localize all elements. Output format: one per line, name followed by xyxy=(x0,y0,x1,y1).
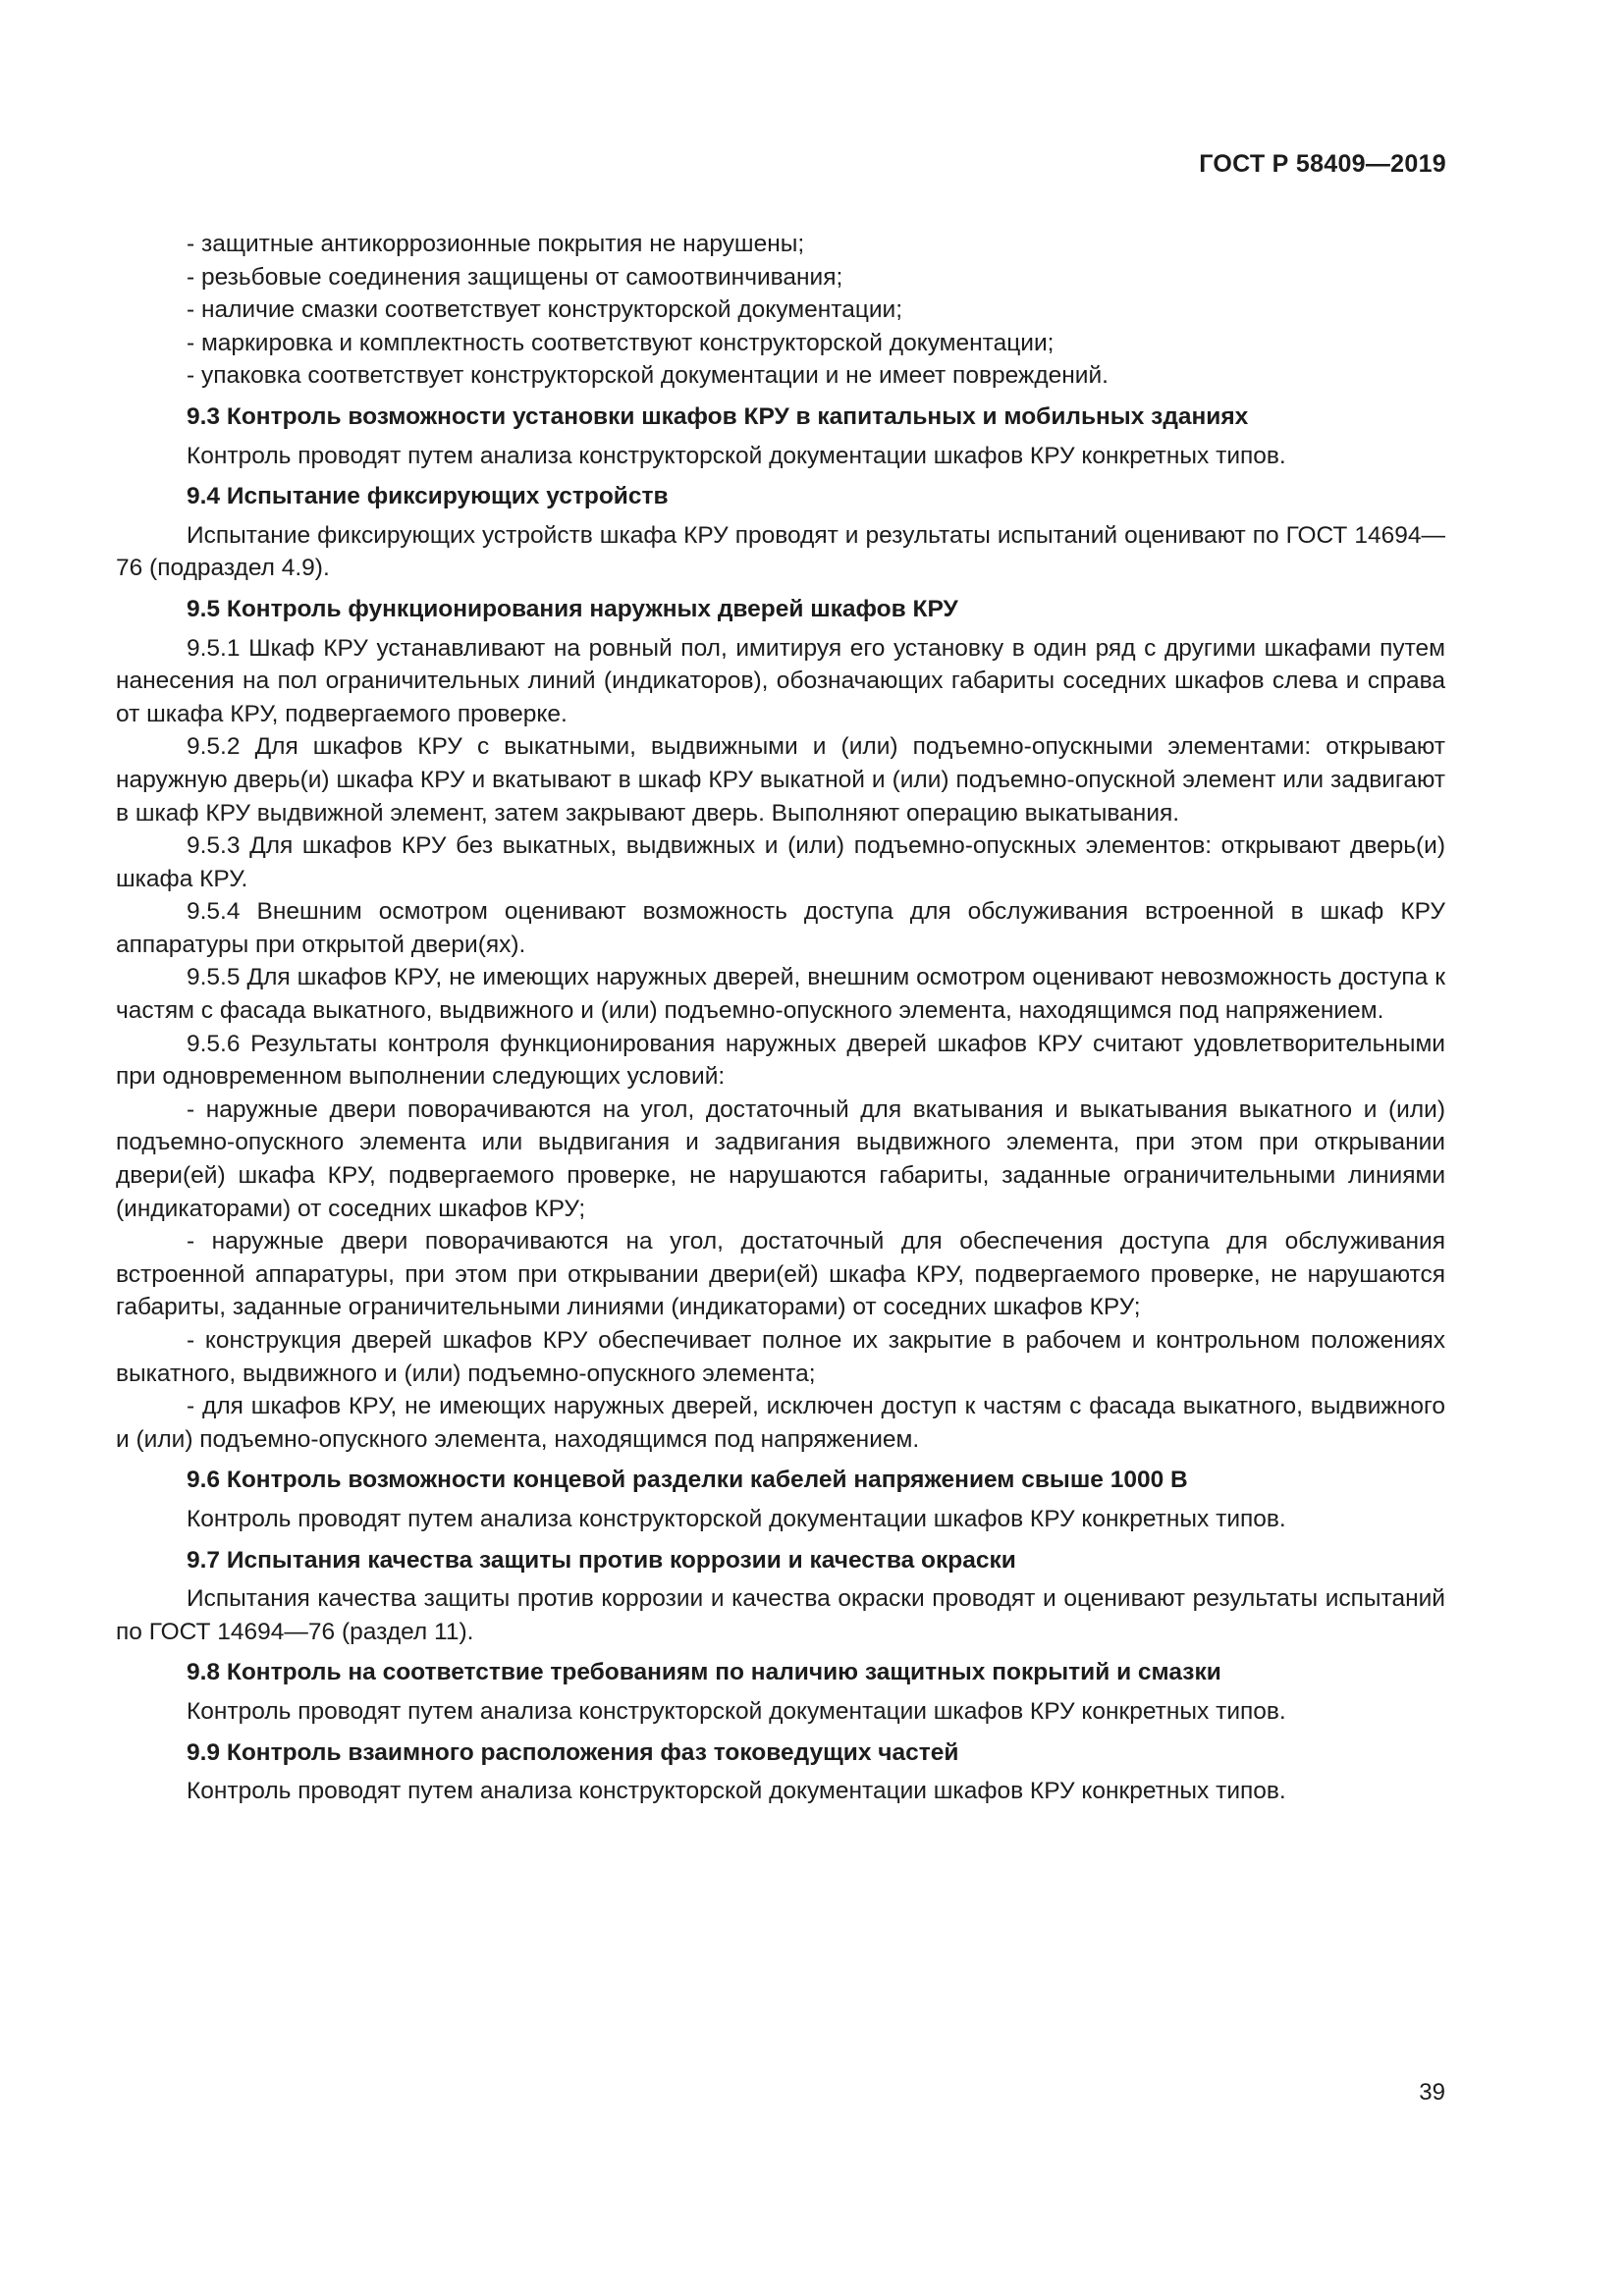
section-heading-9-8: 9.8 Контроль на соответствие требованиям по наличию защитных покрытий и смазки xyxy=(187,1659,1221,1686)
list-item: - маркировка и комплектность соответствуют конструкторской документации; xyxy=(187,329,1055,356)
clause-9-5-3: 9.5.3 Для шкафов КРУ без выкатных, выдвижных и (или) подъемно-опускных элементов: открывают дверь(и) шкафа КРУ. xyxy=(116,832,1445,892)
section-heading-9-7: 9.7 Испытания качества защиты против коррозии и качества окраски xyxy=(187,1546,1016,1574)
section-text-9-8: Контроль проводят путем анализа конструкторской документации шкафов КРУ конкретных типов. xyxy=(187,1697,1286,1725)
list-item: - защитные антикоррозионные покрытия не нарушены; xyxy=(187,231,805,257)
condition-item: - наружные двери поворачиваются на угол, достаточный для вкатывания и выкатывания выкатного и (или) подъемно-опускного элемента или выдвигания и задвигания выдвижного элемента, при этом при открывании двери(ей) шкафа КРУ, подвергаемого проверке, не нарушаются габариты, заданные ограничительными линиями (индикаторами) от соседних шкафов КРУ; xyxy=(116,1095,1445,1222)
section-heading-9-3: 9.3 Контроль возможности установки шкафов КРУ в капитальных и мобильных зданиях xyxy=(187,402,1249,430)
condition-item: - для шкафов КРУ, не имеющих наружных дверей, исключен доступ к частям с фасада выкатного, выдвижного и (или) подъемно-опускного элемента, находящимся под напряжением. xyxy=(116,1393,1445,1453)
list-item: - наличие смазки соответствует конструкторской документации; xyxy=(187,296,903,324)
clause-9-5-5: 9.5.5 Для шкафов КРУ, не имеющих наружных дверей, внешним осмотром оценивают невозможность доступа к частям с фасада выкатного, выдвижного и (или) подъемно-опускного элемента, находящимся под напряжением. xyxy=(116,964,1445,1025)
section-heading-9-6: 9.6 Контроль возможности концевой разделки кабелей напряжением свыше 1000 В xyxy=(187,1467,1188,1494)
section-heading-9-5: 9.5 Контроль функционирования наружных дверей шкафов КРУ xyxy=(187,595,958,622)
section-text-9-7: Испытания качества защиты против коррозии и качества окраски проводят и оценивают результаты испытаний по ГОСТ 14694—76 (раздел 11). xyxy=(116,1585,1445,1645)
section-heading-9-4: 9.4 Испытание фиксирующих устройств xyxy=(187,483,669,510)
section-text-9-3: Контроль проводят путем анализа конструкторской документации шкафов КРУ конкретных типов. xyxy=(187,442,1286,469)
section-text-9-6: Контроль проводят путем анализа конструкторской документации шкафов КРУ конкретных типов. xyxy=(187,1505,1286,1532)
section-text-9-9: Контроль проводят путем анализа конструкторской документации шкафов КРУ конкретных типов. xyxy=(187,1778,1286,1805)
section-heading-9-9: 9.9 Контроль взаимного расположения фаз токоведущих частей xyxy=(187,1738,959,1766)
clause-9-5-4: 9.5.4 Внешним осмотром оценивают возможность доступа для обслуживания встроенной в шкаф КРУ аппаратуры при открытой двери(ях). xyxy=(116,898,1445,958)
condition-item: - конструкция дверей шкафов КРУ обеспечивает полное их закрытие в рабочем и контрольном положениях выкатного, выдвижного и (или) подъемно-опускного элемента; xyxy=(116,1327,1445,1387)
clause-9-5-1: 9.5.1 Шкаф КРУ устанавливают на ровный пол, имитируя его установку в один ряд с другими шкафами путем нанесения на пол ограничительных линий (индикаторов), обозначающих габариты соседних шкафов слева и справа от шкафа КРУ, подвергаемого проверке. xyxy=(116,634,1445,727)
list-item: - упаковка соответствует конструкторской документации и не имеет повреждений. xyxy=(187,362,1109,390)
clause-9-5-6: 9.5.6 Результаты контроля функционирования наружных дверей шкафов КРУ считают удовлетворительными при одновременном выполнении следующих условий: xyxy=(116,1030,1445,1091)
document-id-header: ГОСТ Р 58409—2019 xyxy=(1199,150,1446,178)
document-body xyxy=(116,228,1445,1816)
list-item: - резьбовые соединения защищены от самоотвинчивания; xyxy=(187,263,843,291)
condition-item: - наружные двери поворачиваются на угол, достаточный для обеспечения доступа для обслуживания встроенной аппаратуры, при этом при открывании двери(ей) шкафа КРУ, подвергаемого проверке, не нарушаются габариты, заданные ограничительными линиями (индикаторами) от соседних шкафов КРУ; xyxy=(116,1228,1445,1321)
page-number: 39 xyxy=(1419,2079,1445,2106)
clause-9-5-2: 9.5.2 Для шкафов КРУ с выкатными, выдвижными и (или) подъемно-опускными элементами: открывают наружную дверь(и) шкафа КРУ и вкатывают в шкаф КРУ выкатной и (или) подъемно-опускной элемент или задвигают в шкаф КРУ выдвижной элемент, затем закрывают дверь. Выполняют операцию выкатывания. xyxy=(116,733,1445,827)
section-text-9-4: Испытание фиксирующих устройств шкафа КРУ проводят и результаты испытаний оценивают по ГОСТ 14694—76 (подраздел 4.9). xyxy=(116,521,1445,582)
